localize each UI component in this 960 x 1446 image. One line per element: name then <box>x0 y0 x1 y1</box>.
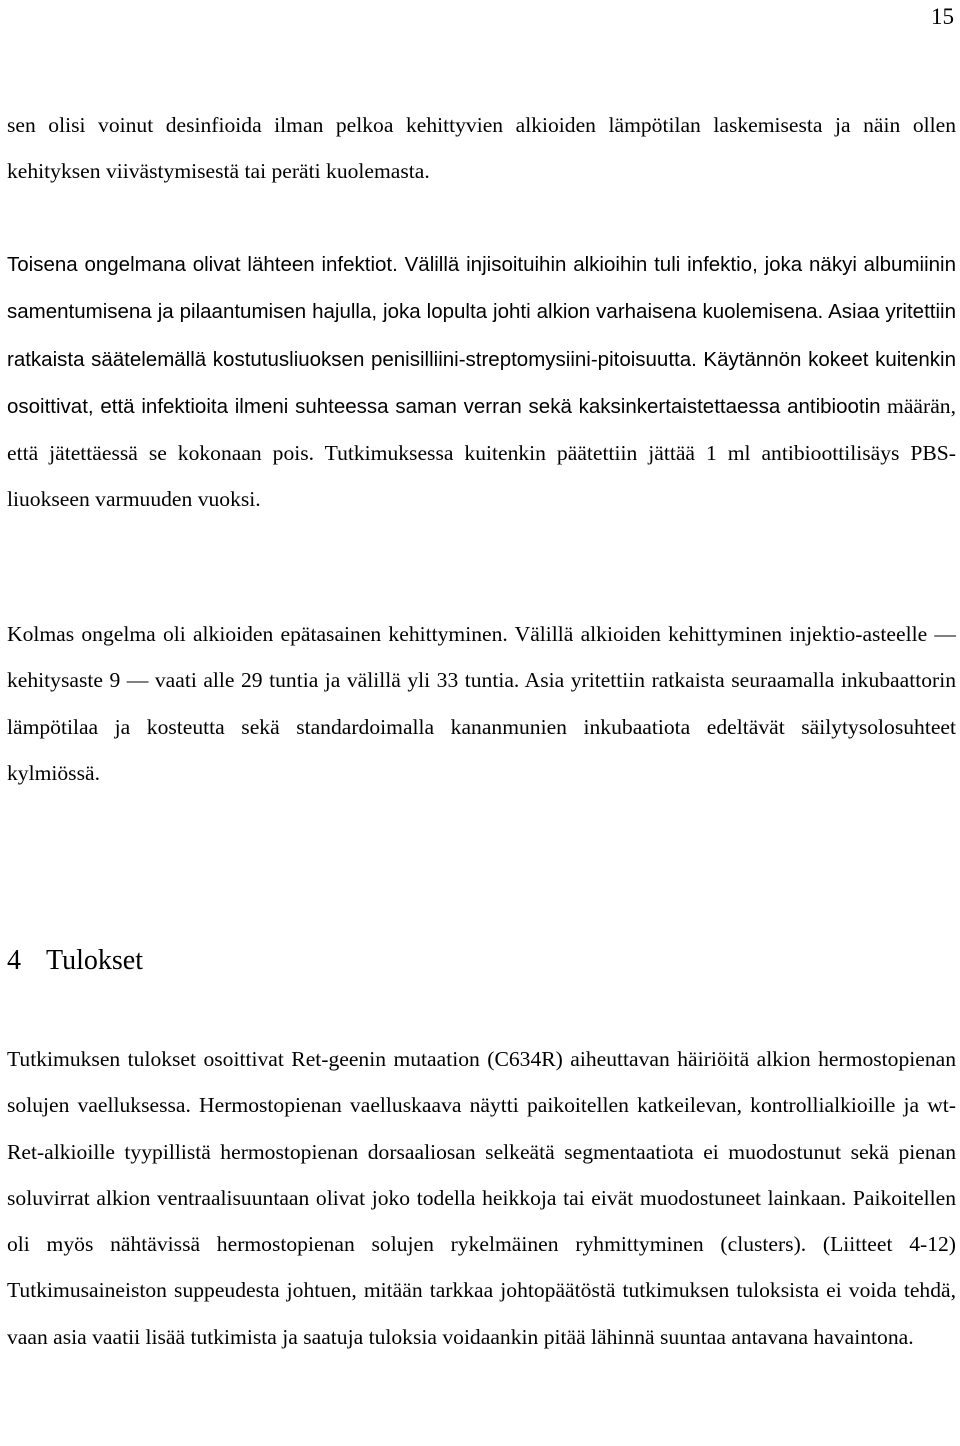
section-title: Tulokset <box>46 945 144 976</box>
paragraph-2-text-serif: määrän, että jätettäessä se kokonaan pois. Tutkimuksessa kuitenkin päätettiin jättää 1 ml antibioottilisäys PBS-liuokseen varmuuden vuoksi. <box>7 393 956 512</box>
paragraph-2 <box>7 241 956 523</box>
paragraph-4 <box>7 1036 956 1360</box>
paragraph-2-text-sans: Toisena ongelmana olivat lähteen infektiot. Välillä injisoituihin alkioihin tuli infektio, joka näkyi albumiinin samentumisena ja pilaantumisen hajulla, joka lopulta johti alkion varhaisena kuolemisena. Asiaa yritettiin ratkaista säätelemällä kostutusliuoksen penisilliini-streptomysiini-pitoisuutta. Käytännön kokeet kuitenkin osoittivat, että infektioita ilmeni suhteessa saman verran sekä kaksinkertaistettaessa antibiootin <box>7 253 956 418</box>
paragraph-1 <box>7 102 956 195</box>
paragraph-1-text: sen olisi voinut desinfioida ilman pelkoa kehittyvien alkioiden lämpötilan laskemisesta ja näin ollen kehityksen viivästymisestä tai peräti kuolemasta. <box>7 113 956 184</box>
paragraph-3-text: Kolmas ongelma oli alkioiden epätasainen kehittyminen. Välillä alkioiden kehittyminen injektio-asteelle — kehitysaste 9 — vaati alle 29 tuntia ja välillä yli 33 tuntia. Asia yritettiin ratkaista seuraamalla inkubaattorin lämpötilaa ja kosteutta sekä standardoimalla kananmunien inkubaatiota edeltävät säilytysolosuhteet kylmiössä. <box>7 622 956 785</box>
section-heading <box>7 938 143 984</box>
paragraph-4-text: Tutkimuksen tulokset osoittivat Ret-geenin mutaation (C634R) aiheuttavan häiriöitä alkion hermostopienan solujen vaelluksessa. Hermostopienan vaelluskaava näytti paikoitellen katkeilevan, kontrollialkioille ja wt-Ret-alkioille tyypillistä hermostopienan dorsaaliosan selkeätä segmentaatiota ei muodostunut sekä pienan soluvirrat alkion ventraalisuuntaan olivat joko todella heikkoja tai eivät muodostuneet lainkaan. Paikoitellen oli myös nähtävissä hermostopienan solujen rykelmäinen ryhmittyminen (clusters). (Liitteet 4-12) Tutkimusaineiston suppeudesta johtuen, mitään tarkkaa johtopäätöstä tutkimuksen tuloksista ei voida tehdä, vaan asia vaatii lisää tutkimista ja saatuja tuloksia voidaankin pitää lähinnä suuntaa antavana havaintona. <box>7 1047 956 1349</box>
section-number: 4 <box>7 945 21 976</box>
page-number: 15 <box>931 4 954 29</box>
paragraph-3 <box>7 611 956 796</box>
